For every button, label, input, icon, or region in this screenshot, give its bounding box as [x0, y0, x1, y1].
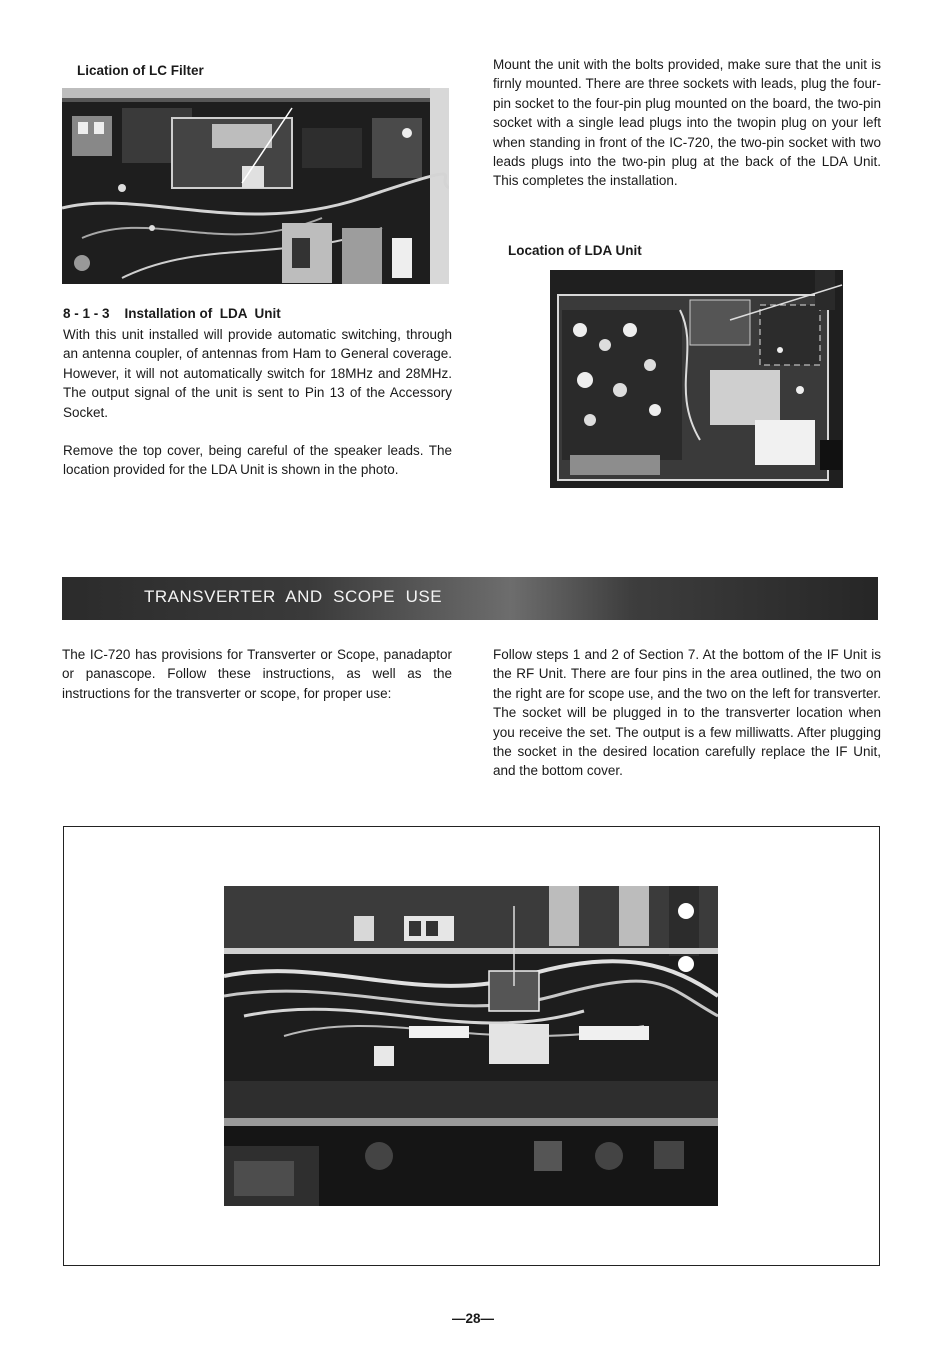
lc-filter-caption: Lication of LC Filter — [77, 63, 204, 78]
lda-unit-photo — [550, 270, 843, 488]
section-heading: 8 - 1 - 3 Installation of LDA Unit — [63, 306, 281, 321]
lc-filter-photo — [62, 88, 449, 284]
rf-unit-photo — [224, 886, 718, 1206]
remove-cover-paragraph: Remove the top cover, being careful of the speaker leads. The location provided for the LDA Unit is shown in the photo. — [63, 443, 452, 478]
lda-caption: Location of LDA Unit — [508, 243, 642, 258]
transverter-steps-paragraph: Follow steps 1 and 2 of Section 7. At the bottom of the IF Unit is the RF Unit. There are four pins in the area outlined, the two on the right are for scope use, and the two on the left for transverter. The socket will be plugged in to the transverter location when you receive the set. The output is a few milliwatts. After plugging the socket in the desired location carefully replace the IF Unit, and the bottom cover. — [493, 647, 881, 779]
section-banner — [62, 577, 878, 620]
transverter-intro-paragraph: The IC-720 has provisions for Transverter or Scope, panadaptor or panascope. Follow these instructions, as well as the instructions for the transverter or scope, for proper use: — [62, 647, 452, 701]
section-banner-title: TRANSVERTER AND SCOPE USE — [144, 587, 443, 606]
mount-paragraph: Mount the unit with the bolts provided, make sure that the unit is firnly mounted. There are three sockets with leads, plug the four-pin socket to the four-pin plug mounted on the board, the two-pin socket with a single lead plugs into the twopin plug on your left when standing in front of the IC-720, the two-pin socket with two leads plugs into the two-pin plug at the back of the LDA Unit. This completes the installation. — [493, 57, 881, 189]
lda-intro-paragraph: With this unit installed will provide automatic switching, through an antenna coupler, of antennas from Ham to General coverage. However, it will not automatically switch for 18MHz and 28MHz. The output signal of the unit is sent to Pin 13 of the Accessory Socket. — [63, 327, 452, 420]
page-number: —28— — [452, 1311, 495, 1326]
